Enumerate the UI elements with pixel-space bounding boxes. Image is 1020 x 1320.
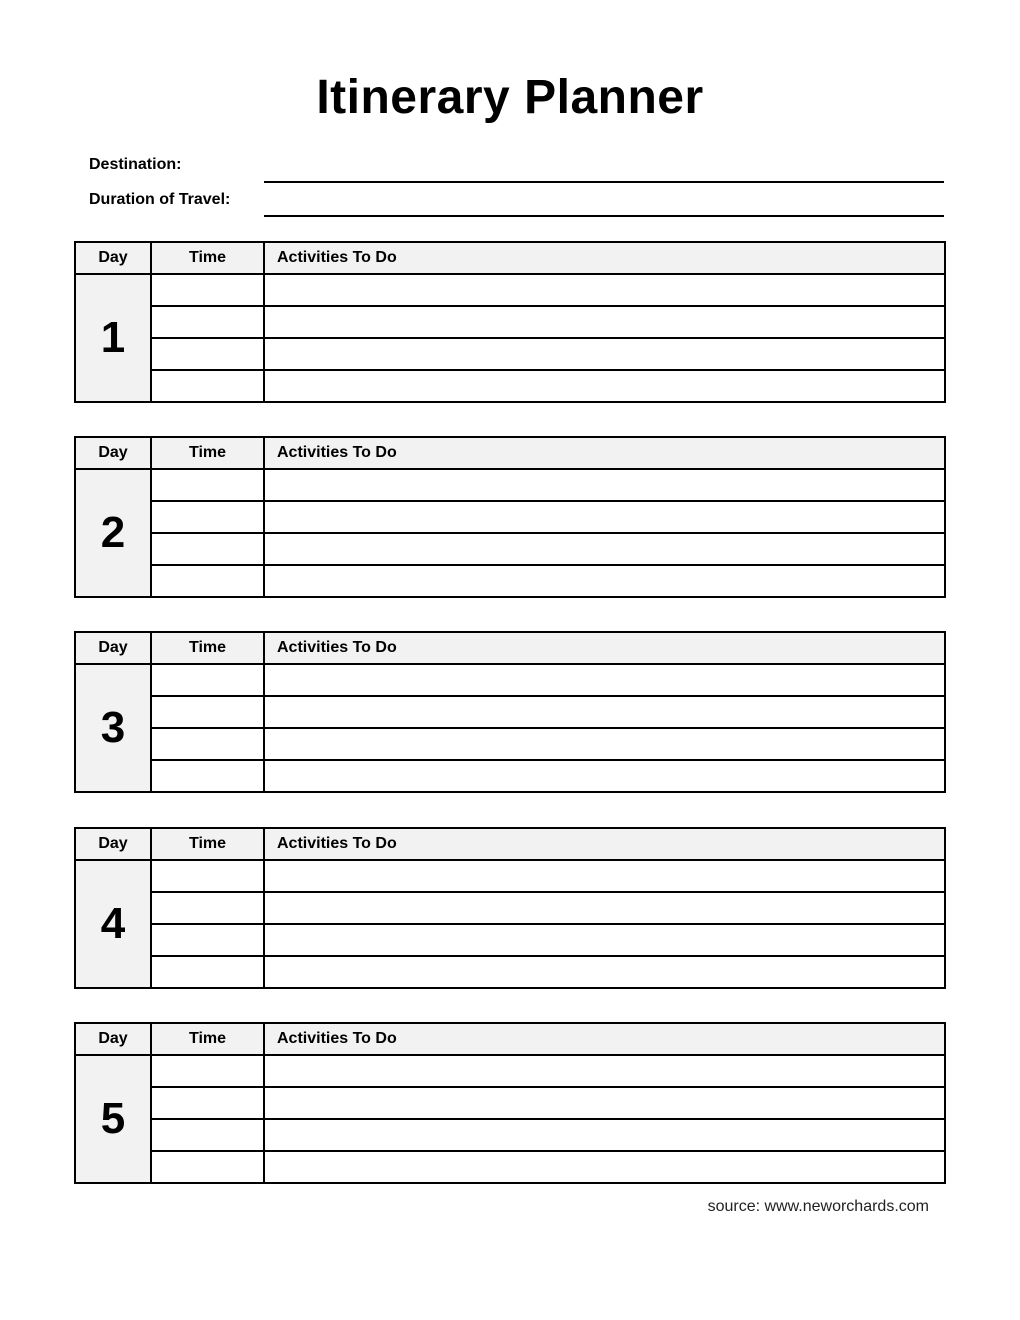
- activities-header: Activities To Do: [264, 632, 945, 664]
- day-number: 1: [75, 274, 151, 402]
- day-number: 3: [75, 664, 151, 792]
- activity-cell[interactable]: [264, 501, 945, 533]
- day-header: Day: [75, 828, 151, 860]
- activity-cell[interactable]: [264, 860, 945, 892]
- time-cell[interactable]: [151, 892, 264, 924]
- table-row: [75, 1119, 945, 1151]
- activity-cell[interactable]: [264, 760, 945, 792]
- table-row: [75, 860, 945, 892]
- day-table-2: [74, 436, 946, 598]
- activity-cell[interactable]: [264, 306, 945, 338]
- activity-cell[interactable]: [264, 664, 945, 696]
- activities-header: Activities To Do: [264, 1023, 945, 1055]
- day-header: Day: [75, 437, 151, 469]
- table-row: [75, 533, 945, 565]
- activity-cell[interactable]: [264, 533, 945, 565]
- destination-label: Destination:: [89, 156, 182, 173]
- time-cell[interactable]: [151, 501, 264, 533]
- day-table-4: [74, 827, 946, 989]
- day-header: Day: [75, 1023, 151, 1055]
- activity-cell[interactable]: [264, 338, 945, 370]
- time-cell[interactable]: [151, 728, 264, 760]
- time-cell[interactable]: [151, 274, 264, 306]
- time-cell[interactable]: [151, 956, 264, 988]
- table-row: [75, 1055, 945, 1087]
- table-row: [75, 306, 945, 338]
- destination-field-line[interactable]: [264, 181, 944, 183]
- activity-cell[interactable]: [264, 892, 945, 924]
- table-row: [75, 501, 945, 533]
- time-cell[interactable]: [151, 338, 264, 370]
- activity-cell[interactable]: [264, 956, 945, 988]
- time-cell[interactable]: [151, 1055, 264, 1087]
- time-cell[interactable]: [151, 469, 264, 501]
- day-header: Day: [75, 242, 151, 274]
- table-row: [75, 956, 945, 988]
- activity-cell[interactable]: [264, 469, 945, 501]
- duration-field-line[interactable]: [264, 215, 944, 217]
- day-table-5: [74, 1022, 946, 1184]
- table-row: [75, 728, 945, 760]
- activity-cell[interactable]: [264, 274, 945, 306]
- day-number: 4: [75, 860, 151, 988]
- activity-cell[interactable]: [264, 696, 945, 728]
- table-row: [75, 1151, 945, 1183]
- table-row: [75, 469, 945, 501]
- activities-header: Activities To Do: [264, 437, 945, 469]
- time-cell[interactable]: [151, 924, 264, 956]
- table-row: [75, 338, 945, 370]
- time-header: Time: [151, 1023, 264, 1055]
- time-header: Time: [151, 632, 264, 664]
- time-cell[interactable]: [151, 533, 264, 565]
- source-credit: source: www.neworchards.com: [707, 1198, 929, 1215]
- activity-cell[interactable]: [264, 924, 945, 956]
- page-title: Itinerary Planner: [316, 71, 704, 124]
- duration-label: Duration of Travel:: [89, 191, 231, 208]
- activity-cell[interactable]: [264, 728, 945, 760]
- time-header: Time: [151, 242, 264, 274]
- table-row: [75, 760, 945, 792]
- time-cell[interactable]: [151, 760, 264, 792]
- day-header: Day: [75, 632, 151, 664]
- time-cell[interactable]: [151, 860, 264, 892]
- activity-cell[interactable]: [264, 370, 945, 402]
- table-row: [75, 892, 945, 924]
- activity-cell[interactable]: [264, 565, 945, 597]
- time-header: Time: [151, 828, 264, 860]
- table-row: [75, 924, 945, 956]
- table-row: [75, 1087, 945, 1119]
- activities-header: Activities To Do: [264, 242, 945, 274]
- time-header: Time: [151, 437, 264, 469]
- time-cell[interactable]: [151, 370, 264, 402]
- day-number: 2: [75, 469, 151, 597]
- table-row: [75, 565, 945, 597]
- time-cell[interactable]: [151, 1087, 264, 1119]
- time-cell[interactable]: [151, 306, 264, 338]
- activity-cell[interactable]: [264, 1119, 945, 1151]
- table-row: [75, 274, 945, 306]
- day-table-3: [74, 631, 946, 793]
- activity-cell[interactable]: [264, 1151, 945, 1183]
- day-number: 5: [75, 1055, 151, 1183]
- table-row: [75, 696, 945, 728]
- activities-header: Activities To Do: [264, 828, 945, 860]
- time-cell[interactable]: [151, 664, 264, 696]
- time-cell[interactable]: [151, 696, 264, 728]
- table-row: [75, 664, 945, 696]
- table-row: [75, 370, 945, 402]
- time-cell[interactable]: [151, 1151, 264, 1183]
- activity-cell[interactable]: [264, 1087, 945, 1119]
- time-cell[interactable]: [151, 565, 264, 597]
- activity-cell[interactable]: [264, 1055, 945, 1087]
- time-cell[interactable]: [151, 1119, 264, 1151]
- day-table-1: [74, 241, 946, 403]
